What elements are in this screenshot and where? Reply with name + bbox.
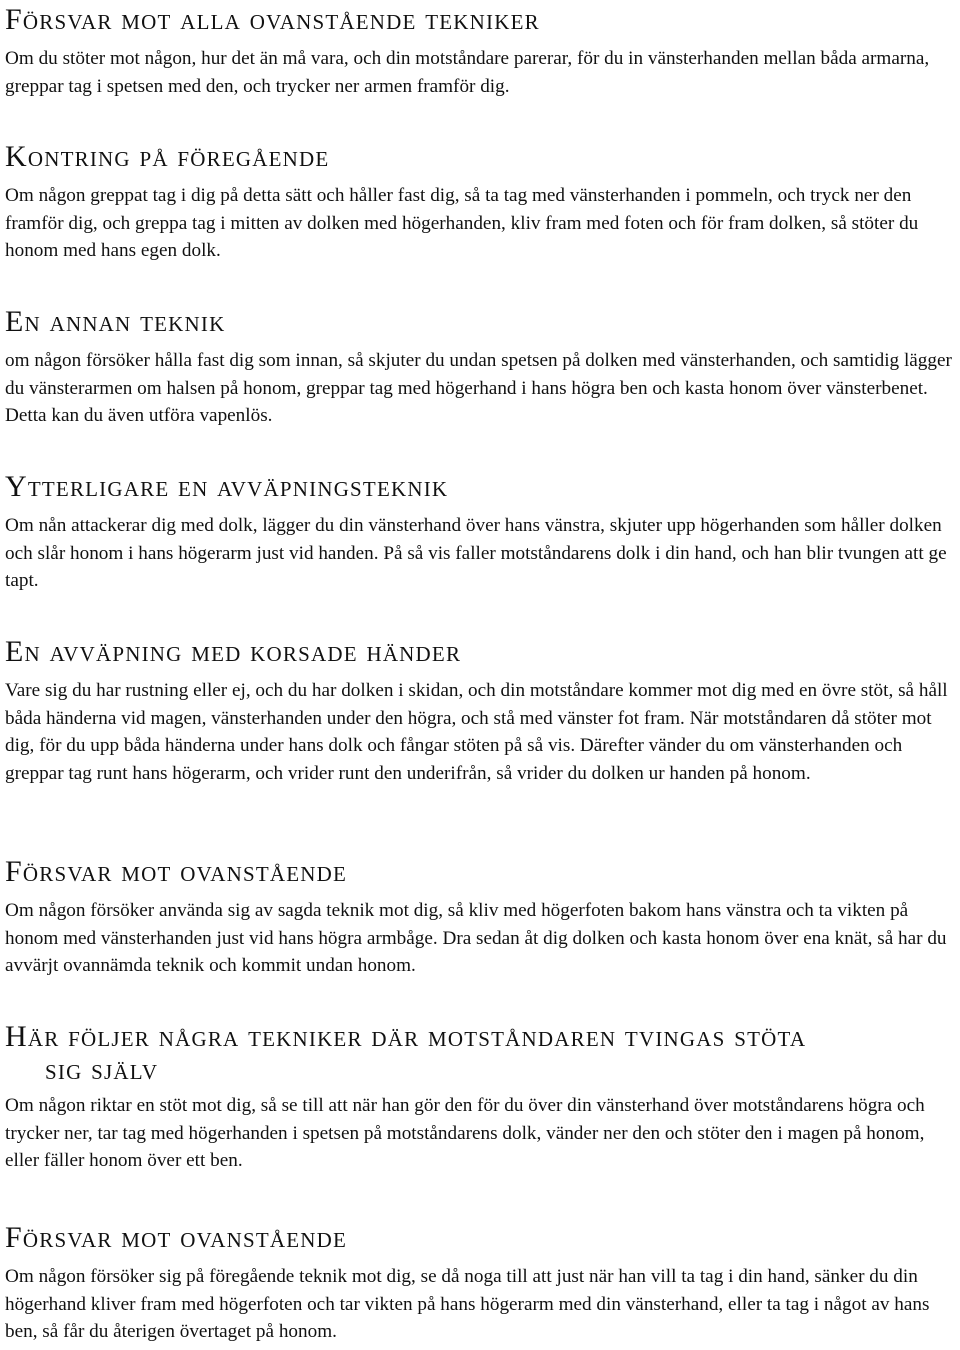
section-defense-above-1 (5, 856, 957, 980)
section-body: Vare sig du har rustning eller ej, och du har dolken i skidan, och din motståndare kommer mot dig med en övre stöt, så håll båda händerna vid magen, vänsterhanden under den högra, och stå med vänster fot fram. När motståndaren då stöter mot dig, för du upp båda händerna under hans dolk och fångar stöten på så vis. Därefter vänder du om vänsterhanden och greppar tag runt hans högerarm, och vrider runt den underifrån, så vrider du dolken ur handen på honom. (5, 680, 948, 784)
section-another-technique (5, 306, 957, 430)
section-heading: En avväpning med korsade händer (5, 635, 462, 668)
section-body: Om någon riktar en stöt mot dig, så se till att när han gör den för du över din vänsterhand över motståndarens högra och trycker ner, tar tag med högerhanden i spetsen på motståndarens dolk, vänder ner den och stöter den i magen på honom, eller fäller honom över ett ben. (5, 1095, 925, 1171)
section-heading: Kontring på föregående (5, 140, 330, 173)
section-heading-line1: Här följer några tekniker där motståndaren tvingas stöta (5, 1020, 807, 1053)
section-heading: Ytterligare en avväpningsteknik (5, 470, 449, 503)
section-further-disarm (5, 471, 957, 595)
section-counter-previous (5, 141, 957, 265)
section-body: Om du stöter mot någon, hur det än må vara, och din motståndare parerar, för du in vänsterhanden mellan båda armarna, greppar tag i spetsen med den, och trycker ner armen framför dig. (5, 48, 930, 97)
section-heading: Försvar mot ovanstående (5, 855, 348, 888)
section-body: Om någon försöker sig på föregående teknik mot dig, se då noga till att just när han vill ta tag i din hand, sänker du din högerhand kliver fram med högerfoten och tar vikten på hans högerarm med din vänsterhand, eller ta tag i något av hans ben, så får du återigen övertaget på honom. (5, 1266, 930, 1342)
section-crossed-hands-disarm (5, 636, 957, 787)
section-body: Om nån attackerar dig med dolk, lägger du din vänsterhand över hans vänstra, skjuter upp högerhanden som håller dolken och slår honom i hans högerarm just vid handen. På så vis faller motståndarens dolk i din hand, och han blir tvungen att ge tapt. (5, 515, 947, 591)
section-heading: Försvar mot ovanstående (5, 1221, 348, 1254)
section-opponent-stabs-self (5, 1020, 957, 1175)
section-heading: En annan teknik (5, 305, 226, 338)
section-body: om någon försöker hålla fast dig som innan, så skjuter du undan spetsen på dolken med vänsterhanden, och samtidig lägger du vänsterarmen om halsen på honom, greppar tag med högerhand i hans högra ben och kasta honom över vänsterbenet. Detta kan du även utföra vapenlös. (5, 350, 952, 426)
section-heading (5, 1020, 957, 1086)
section-heading: Försvar mot alla ovanstående tekniker (5, 3, 540, 36)
section-defense-all (5, 4, 957, 100)
section-body: Om någon greppat tag i dig på detta sätt och håller fast dig, så ta tag med vänsterhanden i pommeln, och tryck ner den framför dig, och greppa tag i mitten av dolken med högerhanden, kliv fram med foten och för fram dolken, så stöter du honom med hans egen dolk. (5, 185, 919, 261)
section-defense-above-2 (5, 1222, 957, 1346)
section-heading-line2: sig själv (45, 1053, 159, 1086)
section-body: Om någon försöker använda sig av sagda teknik mot dig, så kliv med högerfoten bakom hans vänstra och ta vikten på honom med vänsterhanden just vid hans högra armbåge. Dra sedan åt dig dolken och kasta honom över ena knät, så har du avvärjt ovannämda teknik och kommit undan honom. (5, 900, 947, 976)
